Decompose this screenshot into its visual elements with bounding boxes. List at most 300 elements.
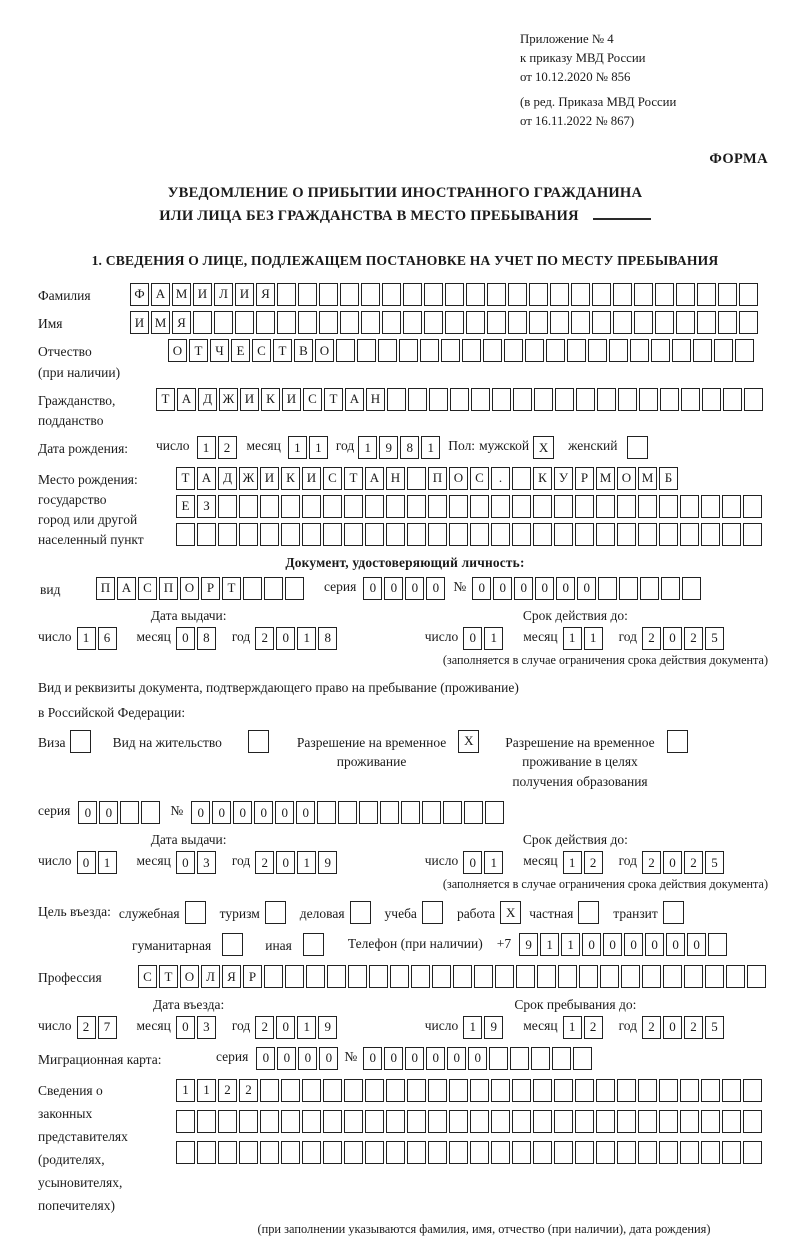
char-cell[interactable] (483, 339, 502, 362)
stay-until-month[interactable] (563, 1016, 605, 1039)
char-cell[interactable] (340, 311, 359, 334)
char-cell[interactable]: 0 (276, 1016, 295, 1039)
char-cell[interactable] (369, 965, 388, 988)
id-doc-number-boxes[interactable] (472, 577, 703, 600)
char-cell[interactable] (510, 1047, 529, 1070)
char-cell[interactable] (722, 495, 741, 518)
char-cell[interactable] (386, 1110, 405, 1133)
char-cell[interactable] (663, 965, 682, 988)
char-cell[interactable] (466, 311, 485, 334)
char-cell[interactable] (197, 1110, 216, 1133)
char-cell[interactable] (487, 283, 506, 306)
char-cell[interactable] (638, 1110, 657, 1133)
char-cell[interactable] (449, 1141, 468, 1164)
char-cell[interactable] (533, 1079, 552, 1102)
char-cell[interactable]: 0 (99, 801, 118, 824)
char-cell[interactable] (634, 311, 653, 334)
char-cell[interactable] (575, 495, 594, 518)
char-cell[interactable] (265, 901, 286, 924)
char-cell[interactable]: 0 (687, 933, 706, 956)
char-cell[interactable]: 0 (275, 801, 294, 824)
char-cell[interactable] (550, 283, 569, 306)
char-cell[interactable] (382, 311, 401, 334)
char-cell[interactable] (491, 1079, 510, 1102)
char-cell[interactable] (361, 311, 380, 334)
phone-boxes[interactable] (519, 933, 729, 956)
char-cell[interactable] (743, 523, 762, 546)
char-cell[interactable] (575, 1079, 594, 1102)
char-cell[interactable] (239, 523, 258, 546)
char-cell[interactable] (378, 339, 397, 362)
char-cell[interactable]: 8 (400, 436, 419, 459)
char-cell[interactable] (693, 339, 712, 362)
char-cell[interactable] (634, 283, 653, 306)
char-cell[interactable]: И (260, 467, 279, 490)
char-cell[interactable] (534, 388, 553, 411)
char-cell[interactable] (256, 311, 275, 334)
char-cell[interactable]: 9 (318, 1016, 337, 1039)
char-cell[interactable]: 8 (318, 627, 337, 650)
stay-until-day[interactable] (463, 1016, 505, 1039)
char-cell[interactable]: 1 (463, 1016, 482, 1039)
char-cell[interactable]: 2 (239, 1079, 258, 1102)
char-cell[interactable] (617, 495, 636, 518)
char-cell[interactable]: 0 (256, 1047, 275, 1070)
char-cell[interactable] (407, 495, 426, 518)
char-cell[interactable] (350, 901, 371, 924)
char-cell[interactable]: С (470, 467, 489, 490)
representatives-line1[interactable] (176, 1079, 764, 1102)
char-cell[interactable] (596, 1141, 615, 1164)
stay-doc-valid-month[interactable] (563, 851, 605, 874)
char-cell[interactable] (281, 1141, 300, 1164)
char-cell[interactable] (422, 901, 443, 924)
char-cell[interactable] (422, 801, 441, 824)
char-cell[interactable]: 0 (426, 1047, 445, 1070)
char-cell[interactable]: 3 (197, 1016, 216, 1039)
char-cell[interactable] (365, 495, 384, 518)
visa-checkbox[interactable] (70, 730, 93, 753)
char-cell[interactable]: Т (189, 339, 208, 362)
char-cell[interactable]: Т (222, 577, 241, 600)
patronymic-boxes[interactable] (168, 339, 756, 362)
char-cell[interactable] (726, 965, 745, 988)
char-cell[interactable] (386, 1141, 405, 1164)
birth-place-line3[interactable] (176, 523, 764, 546)
char-cell[interactable]: 1 (297, 851, 316, 874)
char-cell[interactable]: 0 (493, 577, 512, 600)
char-cell[interactable]: С (323, 467, 342, 490)
char-cell[interactable] (243, 577, 262, 600)
char-cell[interactable]: 2 (684, 851, 703, 874)
char-cell[interactable]: 0 (191, 801, 210, 824)
char-cell[interactable] (508, 283, 527, 306)
char-cell[interactable] (411, 965, 430, 988)
char-cell[interactable] (638, 523, 657, 546)
char-cell[interactable]: 0 (277, 1047, 296, 1070)
char-cell[interactable] (598, 577, 617, 600)
char-cell[interactable] (471, 388, 490, 411)
char-cell[interactable] (281, 1110, 300, 1133)
char-cell[interactable] (609, 339, 628, 362)
char-cell[interactable] (319, 283, 338, 306)
char-cell[interactable] (600, 965, 619, 988)
char-cell[interactable]: 2 (255, 627, 274, 650)
char-cell[interactable] (485, 801, 504, 824)
char-cell[interactable]: И (282, 388, 301, 411)
char-cell[interactable]: В (294, 339, 313, 362)
representatives-line2[interactable] (176, 1110, 764, 1133)
id-doc-issued-day[interactable] (77, 627, 119, 650)
birth-day-boxes[interactable] (197, 436, 239, 459)
char-cell[interactable] (747, 965, 766, 988)
char-cell[interactable] (743, 1079, 762, 1102)
char-cell[interactable] (185, 901, 206, 924)
char-cell[interactable]: 2 (218, 436, 237, 459)
char-cell[interactable]: 1 (309, 436, 328, 459)
char-cell[interactable]: Н (386, 467, 405, 490)
char-cell[interactable]: 8 (197, 627, 216, 650)
char-cell[interactable] (621, 965, 640, 988)
char-cell[interactable]: 0 (472, 577, 491, 600)
char-cell[interactable] (495, 965, 514, 988)
char-cell[interactable] (512, 523, 531, 546)
char-cell[interactable]: О (168, 339, 187, 362)
char-cell[interactable]: 2 (642, 627, 661, 650)
char-cell[interactable] (533, 495, 552, 518)
char-cell[interactable]: 5 (705, 1016, 724, 1039)
char-cell[interactable]: 9 (379, 436, 398, 459)
char-cell[interactable]: О (449, 467, 468, 490)
char-cell[interactable] (596, 523, 615, 546)
char-cell[interactable] (529, 283, 548, 306)
char-cell[interactable] (407, 1141, 426, 1164)
char-cell[interactable] (487, 311, 506, 334)
char-cell[interactable] (701, 1141, 720, 1164)
char-cell[interactable] (466, 283, 485, 306)
char-cell[interactable]: О (180, 577, 199, 600)
char-cell[interactable] (552, 1047, 571, 1070)
char-cell[interactable]: Д (218, 467, 237, 490)
char-cell[interactable] (739, 311, 758, 334)
char-cell[interactable]: Б (659, 467, 678, 490)
char-cell[interactable]: 0 (603, 933, 622, 956)
char-cell[interactable]: 9 (484, 1016, 503, 1039)
char-cell[interactable]: 2 (684, 627, 703, 650)
char-cell[interactable]: К (533, 467, 552, 490)
char-cell[interactable] (655, 283, 674, 306)
char-cell[interactable] (285, 577, 304, 600)
surname-boxes[interactable] (130, 283, 760, 306)
char-cell[interactable] (193, 311, 212, 334)
char-cell[interactable] (470, 1141, 489, 1164)
char-cell[interactable]: П (428, 467, 447, 490)
char-cell[interactable] (428, 495, 447, 518)
char-cell[interactable]: И (235, 283, 254, 306)
char-cell[interactable] (697, 311, 716, 334)
char-cell[interactable]: У (554, 467, 573, 490)
char-cell[interactable] (344, 1141, 363, 1164)
purpose-humanitarian-checkbox[interactable] (222, 933, 245, 956)
char-cell[interactable]: 1 (288, 436, 307, 459)
char-cell[interactable]: 0 (296, 801, 315, 824)
purpose-business-checkbox[interactable] (350, 901, 373, 924)
char-cell[interactable]: 0 (582, 933, 601, 956)
char-cell[interactable] (651, 339, 670, 362)
char-cell[interactable] (554, 1110, 573, 1133)
char-cell[interactable]: 0 (405, 577, 424, 600)
char-cell[interactable] (638, 1079, 657, 1102)
char-cell[interactable] (722, 1141, 741, 1164)
char-cell[interactable]: Е (231, 339, 250, 362)
char-cell[interactable] (546, 339, 565, 362)
char-cell[interactable] (659, 495, 678, 518)
char-cell[interactable] (365, 1141, 384, 1164)
char-cell[interactable] (302, 523, 321, 546)
char-cell[interactable] (218, 495, 237, 518)
char-cell[interactable]: 0 (447, 1047, 466, 1070)
id-doc-valid-year[interactable] (642, 627, 726, 650)
char-cell[interactable] (619, 577, 638, 600)
char-cell[interactable]: П (96, 577, 115, 600)
char-cell[interactable] (277, 311, 296, 334)
char-cell[interactable]: 1 (358, 436, 377, 459)
char-cell[interactable]: 0 (319, 1047, 338, 1070)
female-checkbox[interactable] (627, 436, 650, 459)
char-cell[interactable] (222, 933, 243, 956)
char-cell[interactable]: С (252, 339, 271, 362)
char-cell[interactable] (617, 1141, 636, 1164)
stay-doc-series-boxes[interactable] (78, 801, 162, 824)
char-cell[interactable] (344, 1079, 363, 1102)
char-cell[interactable]: 0 (363, 577, 382, 600)
char-cell[interactable] (239, 1141, 258, 1164)
char-cell[interactable]: Я (222, 965, 241, 988)
char-cell[interactable] (701, 495, 720, 518)
char-cell[interactable] (365, 523, 384, 546)
char-cell[interactable]: 0 (426, 577, 445, 600)
char-cell[interactable] (512, 1110, 531, 1133)
char-cell[interactable] (428, 523, 447, 546)
char-cell[interactable] (743, 495, 762, 518)
char-cell[interactable] (432, 965, 451, 988)
char-cell[interactable]: 0 (212, 801, 231, 824)
char-cell[interactable] (264, 577, 283, 600)
char-cell[interactable] (260, 1141, 279, 1164)
char-cell[interactable] (420, 339, 439, 362)
char-cell[interactable]: 1 (561, 933, 580, 956)
char-cell[interactable] (408, 388, 427, 411)
char-cell[interactable] (613, 283, 632, 306)
char-cell[interactable]: М (151, 311, 170, 334)
char-cell[interactable] (403, 311, 422, 334)
char-cell[interactable] (613, 311, 632, 334)
char-cell[interactable] (399, 339, 418, 362)
char-cell[interactable] (638, 1141, 657, 1164)
char-cell[interactable] (567, 339, 586, 362)
char-cell[interactable]: 0 (577, 577, 596, 600)
char-cell[interactable] (575, 1141, 594, 1164)
char-cell[interactable]: Я (256, 283, 275, 306)
char-cell[interactable] (592, 283, 611, 306)
char-cell[interactable] (702, 388, 721, 411)
char-cell[interactable] (638, 495, 657, 518)
char-cell[interactable] (260, 1110, 279, 1133)
char-cell[interactable]: 2 (77, 1016, 96, 1039)
char-cell[interactable] (743, 1141, 762, 1164)
char-cell[interactable] (718, 311, 737, 334)
char-cell[interactable] (281, 495, 300, 518)
entry-day[interactable] (77, 1016, 119, 1039)
char-cell[interactable]: Р (201, 577, 220, 600)
char-cell[interactable] (550, 311, 569, 334)
char-cell[interactable] (558, 965, 577, 988)
char-cell[interactable] (617, 523, 636, 546)
char-cell[interactable] (531, 1047, 550, 1070)
char-cell[interactable] (323, 1079, 342, 1102)
char-cell[interactable]: З (197, 495, 216, 518)
char-cell[interactable] (491, 1110, 510, 1133)
purpose-other-checkbox[interactable] (303, 933, 326, 956)
char-cell[interactable] (682, 577, 701, 600)
char-cell[interactable] (386, 495, 405, 518)
char-cell[interactable] (285, 965, 304, 988)
char-cell[interactable] (576, 388, 595, 411)
char-cell[interactable] (344, 523, 363, 546)
char-cell[interactable]: А (151, 283, 170, 306)
char-cell[interactable]: И (240, 388, 259, 411)
char-cell[interactable] (555, 388, 574, 411)
char-cell[interactable] (676, 311, 695, 334)
char-cell[interactable] (361, 283, 380, 306)
char-cell[interactable] (659, 523, 678, 546)
char-cell[interactable]: 2 (642, 1016, 661, 1039)
char-cell[interactable] (303, 933, 324, 956)
char-cell[interactable] (701, 1110, 720, 1133)
char-cell[interactable] (627, 436, 648, 459)
char-cell[interactable] (449, 495, 468, 518)
char-cell[interactable] (554, 1141, 573, 1164)
birth-year-boxes[interactable] (358, 436, 442, 459)
char-cell[interactable]: Р (575, 467, 594, 490)
char-cell[interactable] (554, 523, 573, 546)
char-cell[interactable] (705, 965, 724, 988)
char-cell[interactable] (672, 339, 691, 362)
char-cell[interactable] (630, 339, 649, 362)
birth-place-line1[interactable] (176, 467, 764, 490)
char-cell[interactable] (680, 1141, 699, 1164)
char-cell[interactable] (617, 1110, 636, 1133)
char-cell[interactable] (218, 523, 237, 546)
purpose-work-checkbox[interactable] (500, 901, 523, 924)
char-cell[interactable] (386, 1079, 405, 1102)
char-cell[interactable] (708, 933, 727, 956)
char-cell[interactable] (512, 495, 531, 518)
char-cell[interactable] (386, 523, 405, 546)
char-cell[interactable]: 0 (556, 577, 575, 600)
char-cell[interactable]: 0 (384, 1047, 403, 1070)
char-cell[interactable]: А (177, 388, 196, 411)
char-cell[interactable] (640, 577, 659, 600)
id-doc-kind-boxes[interactable] (96, 577, 306, 600)
char-cell[interactable] (327, 965, 346, 988)
profession-boxes[interactable] (138, 965, 768, 988)
char-cell[interactable] (573, 1047, 592, 1070)
char-cell[interactable] (462, 339, 481, 362)
char-cell[interactable]: 0 (663, 1016, 682, 1039)
purpose-study-checkbox[interactable] (422, 901, 445, 924)
char-cell[interactable]: Ж (219, 388, 238, 411)
char-cell[interactable] (319, 311, 338, 334)
char-cell[interactable] (529, 311, 548, 334)
char-cell[interactable] (470, 1110, 489, 1133)
char-cell[interactable] (344, 1110, 363, 1133)
char-cell[interactable]: 0 (463, 627, 482, 650)
char-cell[interactable] (260, 1079, 279, 1102)
residence-permit-checkbox[interactable] (248, 730, 271, 753)
birth-place-line2[interactable] (176, 495, 764, 518)
char-cell[interactable] (141, 801, 160, 824)
char-cell[interactable] (659, 1110, 678, 1133)
char-cell[interactable] (428, 1141, 447, 1164)
char-cell[interactable] (592, 311, 611, 334)
char-cell[interactable] (449, 1110, 468, 1133)
char-cell[interactable]: X (500, 901, 521, 924)
char-cell[interactable] (492, 388, 511, 411)
char-cell[interactable]: И (302, 467, 321, 490)
char-cell[interactable] (407, 523, 426, 546)
char-cell[interactable]: 9 (519, 933, 538, 956)
char-cell[interactable] (579, 965, 598, 988)
char-cell[interactable] (575, 523, 594, 546)
char-cell[interactable]: 0 (276, 851, 295, 874)
char-cell[interactable] (264, 965, 283, 988)
char-cell[interactable] (596, 495, 615, 518)
char-cell[interactable]: Д (198, 388, 217, 411)
char-cell[interactable]: Н (366, 388, 385, 411)
char-cell[interactable] (365, 1079, 384, 1102)
char-cell[interactable] (248, 730, 269, 753)
char-cell[interactable] (642, 965, 661, 988)
char-cell[interactable] (323, 523, 342, 546)
char-cell[interactable]: 6 (98, 627, 117, 650)
char-cell[interactable]: 5 (705, 627, 724, 650)
char-cell[interactable]: 1 (563, 1016, 582, 1039)
char-cell[interactable] (722, 1110, 741, 1133)
char-cell[interactable]: 2 (584, 1016, 603, 1039)
char-cell[interactable] (176, 1110, 195, 1133)
char-cell[interactable] (739, 283, 758, 306)
purpose-transit-checkbox[interactable] (663, 901, 686, 924)
char-cell[interactable] (323, 1110, 342, 1133)
char-cell[interactable] (681, 388, 700, 411)
char-cell[interactable] (667, 730, 688, 753)
char-cell[interactable] (445, 311, 464, 334)
male-checkbox[interactable] (533, 436, 556, 459)
char-cell[interactable] (618, 388, 637, 411)
char-cell[interactable] (424, 283, 443, 306)
char-cell[interactable] (239, 495, 258, 518)
char-cell[interactable]: Ж (239, 467, 258, 490)
char-cell[interactable] (387, 388, 406, 411)
char-cell[interactable]: 2 (218, 1079, 237, 1102)
char-cell[interactable]: 1 (421, 436, 440, 459)
stay-until-year[interactable] (642, 1016, 726, 1039)
stay-doc-valid-year[interactable] (642, 851, 726, 874)
char-cell[interactable] (680, 1079, 699, 1102)
char-cell[interactable] (722, 1079, 741, 1102)
char-cell[interactable] (491, 1141, 510, 1164)
